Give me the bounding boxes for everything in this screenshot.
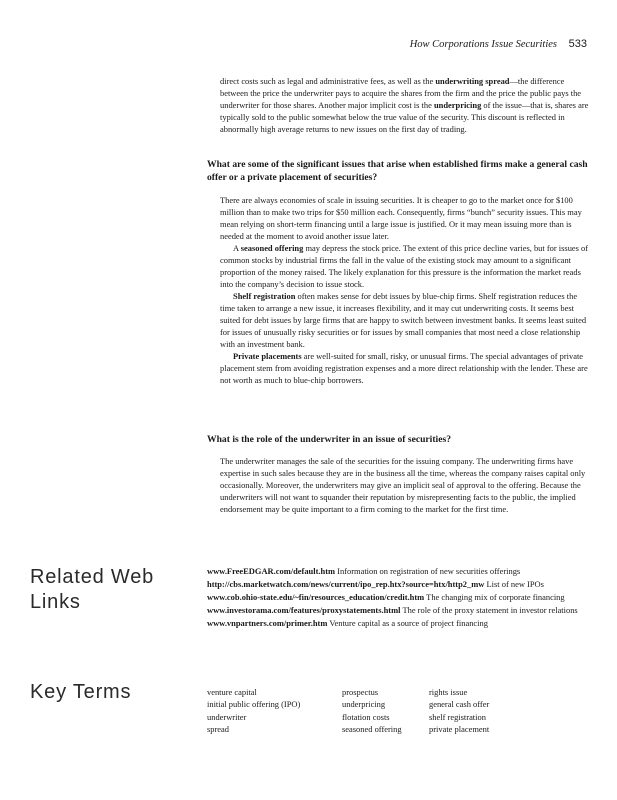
link-item xyxy=(207,617,592,629)
key-term: general cash offer xyxy=(429,699,490,710)
intro-text-3: of the issue—that is, shares are typically sold to the public somewhat below the true value of the security. This discount is reflected in abnormally high average returns to new issues on the first day of trading. xyxy=(220,100,589,134)
term-seasoned-offering: seasoned offering xyxy=(240,243,304,253)
term-underwriting-spread: underwriting spread xyxy=(435,76,510,86)
chapter-title: How Corporations Issue Securities xyxy=(409,39,558,50)
key-term: seasoned offering xyxy=(342,724,402,735)
intro-paragraph xyxy=(207,75,592,135)
term-shelf-registration: Shelf registration xyxy=(233,291,296,301)
answer-1-para-1: There are always economies of scale in issuing securities. It is cheaper to go to the market once for $100 million than to make two trips for $50 million each. Consequently, firms “bunch” security issues. This may mean relying on short-term financing until a large issue is justified. Or it may mean issuing more than is needed at the moment to avoid another issue later. xyxy=(220,195,582,241)
question-1: What are some of the significant issues that arise when established firms make a general cash offer or a private placement of securities? xyxy=(207,159,588,183)
key-term: venture capital xyxy=(207,687,257,697)
link-url[interactable]: www.investorama.com/features/proxystatements.html xyxy=(207,605,401,615)
related-links-list xyxy=(207,565,592,630)
key-terms-grid xyxy=(207,686,549,736)
link-desc: The changing mix of corporate financing xyxy=(424,592,565,602)
related-heading-line-1: Related Web xyxy=(30,566,155,588)
key-term: shelf registration xyxy=(429,711,486,722)
key-term: flotation costs xyxy=(342,711,390,722)
answer-2 xyxy=(207,455,592,515)
link-url[interactable]: http://cbs.marketwatch.com/news/current/ipo_rep.htx?source=htx/http2_mw xyxy=(207,579,485,589)
answer-1 xyxy=(207,194,592,386)
answer-1-para-2-text: may depress the stock price. The extent of this price decline varies, but for issues of common stocks by industrial firms the fall in the value of the existing stock may amount to a significant proportion of the money raised. The likely explanation for this pressure is the information the market reads into the company’s decision to issue stock. xyxy=(220,243,589,289)
link-desc: List of new IPOs xyxy=(484,579,544,589)
key-term: private placement xyxy=(429,724,490,735)
link-desc: Information on registration of new securities offerings xyxy=(335,566,521,576)
key-term: spread xyxy=(207,724,230,735)
link-url[interactable]: www.cob.ohio-state.edu/~fin/resources_education/credit.htm xyxy=(207,592,425,602)
page-number: 533 xyxy=(568,38,587,50)
answer-1-para-4-text: are well-suited for small, risky, or unusual firms. The special advantages of private placement stem from avoiding registration expenses and a more direct relationship with the lender. These are not worth as much to blue-chip borrowers. xyxy=(220,351,588,385)
link-url[interactable]: www.FreeEDGAR.com/default.htm xyxy=(207,566,336,576)
term-underpricing: underpricing xyxy=(433,100,482,110)
term-private-placements: Private placements xyxy=(233,351,302,361)
intro-text-2: —the difference between the price the underwriter pays to acquire the shares from the firm and the price the public pays the underwriter for those shares. Another major implicit cost is the xyxy=(220,76,582,110)
answer-1-para-4 xyxy=(220,350,592,386)
related-heading-line-2: Links xyxy=(30,591,81,613)
answer-1-para-3 xyxy=(220,290,592,350)
key-term: underwriter xyxy=(207,711,247,722)
answer-1-para-2 xyxy=(220,242,592,290)
link-item xyxy=(207,604,592,616)
intro-text-1: direct costs such as legal and administrative fees, as well as the xyxy=(220,76,436,86)
link-desc: The role of the proxy statement in investor relations xyxy=(400,605,578,615)
answer-1-para-2-lead: A xyxy=(233,243,241,253)
question-2: What is the role of the underwriter in an issue of securities? xyxy=(207,434,451,445)
key-term: initial public offering (IPO) xyxy=(207,699,301,710)
answer-2-para-1: The underwriter manages the sale of the securities for the issuing company. The underwriting firms have expertise in such sales because they are in the business all the time, whereas the company raises capital only occasionally. Moreover, the underwriters may give an implicit seal of approval to the offering. Because the underwriters will not want to squander their reputation by misrepresenting facts to the public, the implied endorsement may be quite important to a firm coming to the market for the first time. xyxy=(220,456,586,514)
key-terms-heading: Key Terms xyxy=(30,681,132,703)
key-term: prospectus xyxy=(342,687,379,697)
related-web-links-heading xyxy=(30,565,154,615)
key-term: rights issue xyxy=(429,687,468,697)
link-item xyxy=(207,578,592,590)
link-item xyxy=(207,591,592,603)
link-item xyxy=(207,565,592,577)
link-url[interactable]: www.vnpartners.com/primer.htm xyxy=(207,618,328,628)
link-desc: Venture capital as a source of project financing xyxy=(327,618,488,628)
key-term: underpricing xyxy=(342,699,386,710)
answer-1-para-3-text: often makes sense for debt issues by blue-chip firms. Shelf registration reduces the time taken to arrange a new issue, it increases flexibility, and it may cut underwriting costs. It seems best suited for debt issues by large firms that are happy to switch between investment banks. It seems least suited for issues of unusually risky securities or for issues by small companies that most need a close relationship with an investment bank. xyxy=(220,291,587,349)
running-header xyxy=(410,38,587,50)
